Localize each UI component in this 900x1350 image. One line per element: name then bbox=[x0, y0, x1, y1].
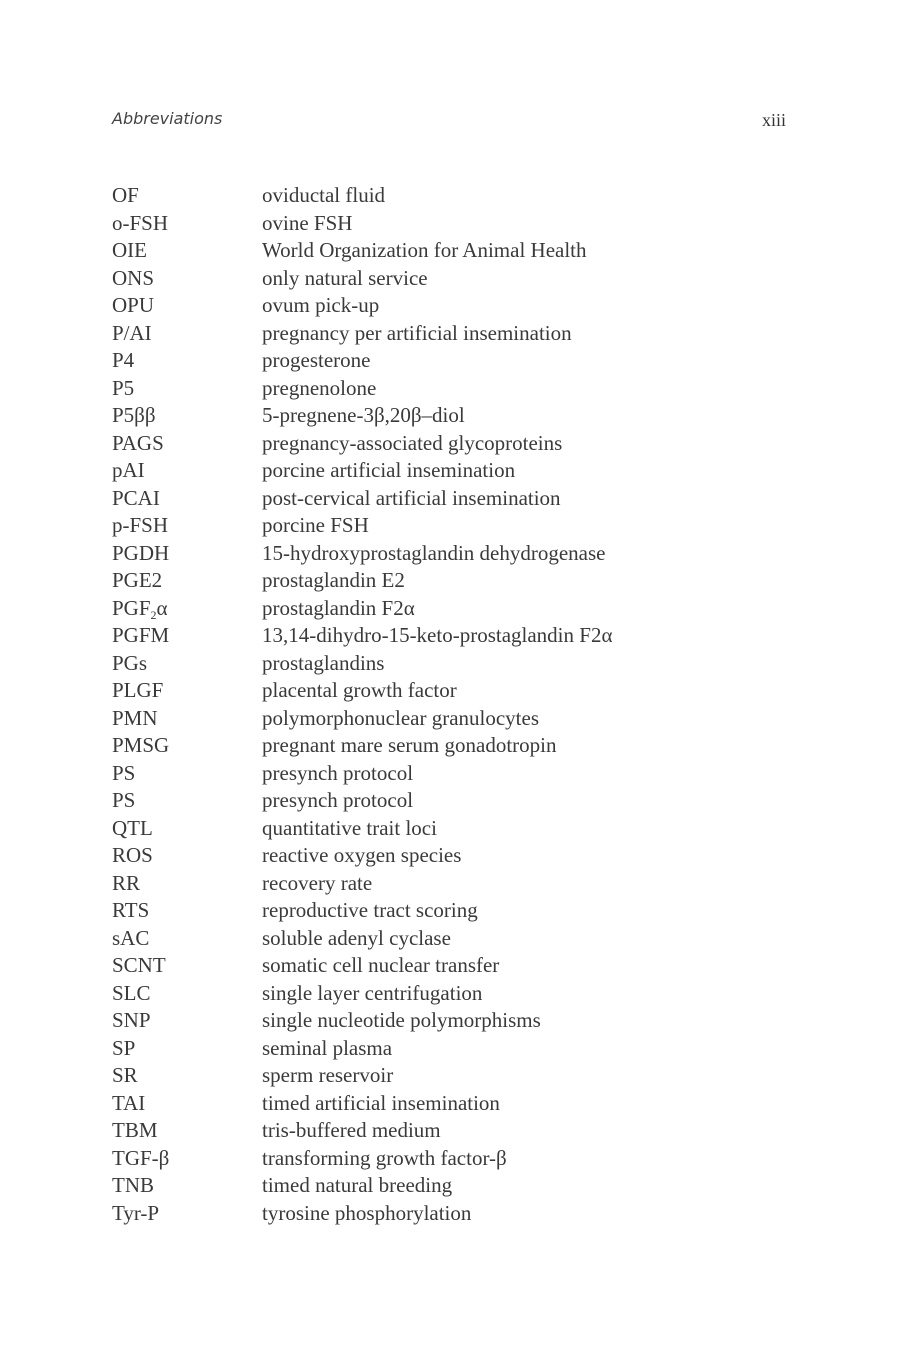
abbreviation-term: PGDH bbox=[112, 540, 170, 565]
page-number: xiii bbox=[762, 110, 787, 130]
abbreviation-definition: sperm reservoir bbox=[262, 1063, 394, 1087]
abbreviation-term: PLGF bbox=[112, 678, 164, 702]
abbreviation-row bbox=[112, 677, 812, 705]
abbreviation-definition: polymorphonuclear granulocytes bbox=[262, 705, 539, 730]
abbreviation-term: PS bbox=[112, 788, 136, 812]
abbreviation-row bbox=[112, 567, 812, 595]
abbreviation-term: P5 bbox=[112, 375, 135, 400]
abbreviation-row bbox=[112, 265, 812, 293]
abbreviation-term: PMSG bbox=[112, 733, 170, 757]
abbreviation-definition: single layer centrifugation bbox=[262, 980, 483, 1005]
abbreviation-term: P/AI bbox=[112, 320, 152, 345]
abbreviation-term: OIE bbox=[112, 238, 147, 262]
abbreviation-row bbox=[112, 815, 812, 843]
abbreviation-definition: progesterone bbox=[262, 348, 371, 372]
abbreviation-definition: single nucleotide polymorphisms bbox=[262, 1008, 541, 1032]
abbreviation-row bbox=[112, 402, 812, 430]
abbreviation-definition: oviductal fluid bbox=[262, 183, 386, 207]
abbreviation-term: TNB bbox=[112, 1173, 154, 1197]
abbreviation-row bbox=[112, 320, 812, 348]
abbreviation-definition: timed natural breeding bbox=[262, 1173, 453, 1197]
abbreviation-definition: reactive oxygen species bbox=[262, 843, 462, 867]
abbreviation-row bbox=[112, 512, 812, 540]
abbreviation-definition: ovine FSH bbox=[262, 210, 353, 235]
abbreviation-term: Tyr-P bbox=[112, 1200, 160, 1225]
abbreviation-definition: tyrosine phosphorylation bbox=[262, 1200, 472, 1225]
abbreviation-definition: prostaglandin F2α bbox=[262, 595, 415, 620]
abbreviation-definition: reproductive tract scoring bbox=[262, 898, 478, 922]
abbreviation-row bbox=[112, 237, 812, 265]
abbreviation-row bbox=[112, 485, 812, 513]
abbreviation-term: SR bbox=[112, 1063, 138, 1087]
abbreviation-definition: pregnancy-associated glycoproteins bbox=[262, 430, 563, 455]
abbreviation-definition: ovum pick-up bbox=[262, 293, 380, 317]
abbreviation-row bbox=[112, 897, 812, 925]
abbreviation-term bbox=[112, 595, 262, 623]
abbreviation-term: RTS bbox=[112, 898, 150, 922]
abbreviation-term: pAI bbox=[112, 458, 145, 482]
abbreviation-definition: transforming growth factor-β bbox=[262, 1145, 507, 1170]
abbreviation-definition: porcine artificial insemination bbox=[262, 458, 516, 482]
abbreviation-row bbox=[112, 1062, 812, 1090]
abbreviation-definition: post-cervical artificial insemination bbox=[262, 485, 561, 510]
abbreviation-row bbox=[112, 870, 812, 898]
abbreviation-row bbox=[112, 952, 812, 980]
abbreviation-definition: prostaglandin E2 bbox=[262, 568, 405, 592]
abbreviation-term: SP bbox=[112, 1035, 136, 1060]
abbreviation-term: PAGS bbox=[112, 430, 164, 455]
abbreviation-definition: 13,14-dihydro-15-keto-prostaglandin F2α bbox=[262, 623, 613, 647]
abbreviation-definition: pregnenolone bbox=[262, 375, 377, 400]
abbreviation-term: p-FSH bbox=[112, 513, 169, 537]
abbreviation-row bbox=[112, 1117, 812, 1145]
abbreviation-definition: soluble adenyl cyclase bbox=[262, 925, 451, 950]
abbreviation-row bbox=[112, 980, 812, 1008]
abbreviation-row bbox=[112, 1090, 812, 1118]
abbreviation-term: QTL bbox=[112, 815, 153, 840]
abbreviation-definition: tris-buffered medium bbox=[262, 1118, 441, 1142]
abbreviation-row bbox=[112, 787, 812, 815]
abbreviation-definition: prostaglandins bbox=[262, 650, 385, 675]
abbreviation-term: PS bbox=[112, 760, 136, 785]
abbreviation-term: TGF-β bbox=[112, 1145, 170, 1170]
abbreviation-definition: placental growth factor bbox=[262, 678, 457, 702]
abbreviation-row bbox=[112, 1035, 812, 1063]
abbreviation-term: sAC bbox=[112, 925, 150, 950]
abbreviation-definition: presynch protocol bbox=[262, 760, 414, 785]
abbreviation-row bbox=[112, 705, 812, 733]
abbreviation-definition: only natural service bbox=[262, 265, 428, 290]
abbreviation-row bbox=[112, 760, 812, 788]
abbreviation-row bbox=[112, 347, 812, 375]
abbreviation-definition: recovery rate bbox=[262, 870, 373, 895]
abbreviation-term: P5ββ bbox=[112, 403, 156, 427]
abbreviation-term: PGs bbox=[112, 650, 148, 675]
abbreviation-row bbox=[112, 1007, 812, 1035]
abbreviation-row bbox=[112, 292, 812, 320]
abbreviation-row bbox=[112, 622, 812, 650]
abbreviation-term: PGFM bbox=[112, 623, 170, 647]
abbreviation-term: PGE2 bbox=[112, 568, 163, 592]
abbreviation-term: TAI bbox=[112, 1090, 146, 1115]
abbreviation-row bbox=[112, 375, 812, 403]
abbreviation-term: RR bbox=[112, 870, 141, 895]
abbreviation-term-base: PGF bbox=[112, 595, 151, 620]
abbreviation-definition: porcine FSH bbox=[262, 513, 369, 537]
abbreviation-definition: timed artificial insemination bbox=[262, 1090, 500, 1115]
abbreviation-row bbox=[112, 540, 812, 568]
abbreviation-definition: pregnancy per artificial insemination bbox=[262, 320, 572, 345]
abbreviation-row bbox=[112, 732, 812, 760]
abbreviation-definition: quantitative trait loci bbox=[262, 815, 437, 840]
abbreviation-term: TBM bbox=[112, 1118, 158, 1142]
abbreviation-definition: seminal plasma bbox=[262, 1035, 393, 1060]
abbreviation-term: PCAI bbox=[112, 485, 160, 510]
abbreviation-row bbox=[112, 1200, 812, 1228]
running-title: Abbreviations bbox=[112, 109, 223, 128]
abbreviation-term: OF bbox=[112, 183, 139, 207]
abbreviation-row bbox=[112, 182, 812, 210]
abbreviation-row bbox=[112, 842, 812, 870]
abbreviation-term: o-FSH bbox=[112, 210, 169, 235]
abbreviation-term: P4 bbox=[112, 348, 135, 372]
abbreviation-row bbox=[112, 457, 812, 485]
abbreviation-term: ROS bbox=[112, 843, 153, 867]
abbreviation-list bbox=[112, 182, 812, 1227]
abbreviation-definition: somatic cell nuclear transfer bbox=[262, 953, 500, 977]
abbreviation-row bbox=[112, 650, 812, 678]
abbreviation-term: SLC bbox=[112, 980, 151, 1005]
abbreviation-term: SCNT bbox=[112, 953, 166, 977]
abbreviation-row bbox=[112, 210, 812, 238]
abbreviation-term: PMN bbox=[112, 705, 158, 730]
abbreviation-term-subscript: 2 bbox=[150, 607, 157, 622]
abbreviation-row bbox=[112, 430, 812, 458]
abbreviation-term-suffix: α bbox=[156, 595, 168, 620]
abbreviation-term: OPU bbox=[112, 293, 155, 317]
abbreviation-definition: 15-hydroxyprostaglandin dehydrogenase bbox=[262, 540, 606, 565]
abbreviation-row bbox=[112, 1145, 812, 1173]
abbreviation-term: SNP bbox=[112, 1008, 151, 1032]
abbreviation-definition: presynch protocol bbox=[262, 788, 414, 812]
abbreviation-row bbox=[112, 1172, 812, 1200]
abbreviation-definition: World Organization for Animal Health bbox=[262, 238, 587, 262]
abbreviation-row bbox=[112, 925, 812, 953]
abbreviation-definition: 5-pregnene-3β,20β–diol bbox=[262, 403, 465, 427]
abbreviation-row bbox=[112, 595, 812, 623]
abbreviation-term: ONS bbox=[112, 265, 155, 290]
abbreviation-definition: pregnant mare serum gonadotropin bbox=[262, 733, 557, 757]
